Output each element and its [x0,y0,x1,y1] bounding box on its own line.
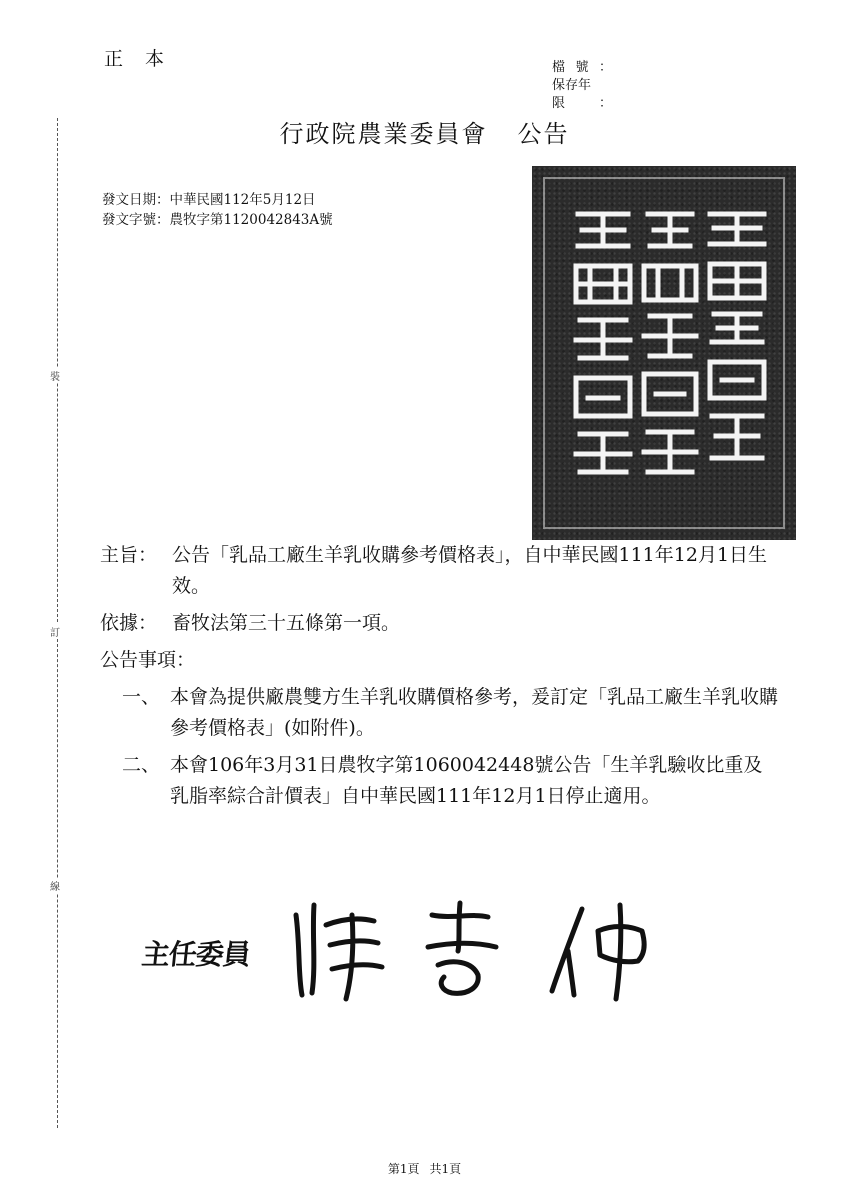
page-title [0,114,849,149]
item-number: 一、 [122,686,161,708]
notice-item [100,750,780,812]
handwritten-signature-icon [282,895,702,1005]
subject-label: 主旨： [100,544,158,566]
signer-title: 主任委員 [140,938,252,971]
page-footer [0,1160,849,1177]
subject-paragraph [100,540,780,602]
items-label: 公告事項： [100,649,196,671]
item-text: 本會106年3月31日農牧字第1060042448號公告「生羊乳驗收比重及乳脂率綜合計價表」自中華民國111年12月1日停止適用。 [170,754,763,807]
page-total: 共1頁 [429,1162,462,1176]
issue-number: 發文字號：農牧字第1120042843A號 [102,212,333,228]
page-number: 第1頁 [387,1162,420,1176]
issue-info [102,190,333,230]
copy-mark: 正本 [104,48,187,70]
subject-text: 公告「乳品工廠生羊乳收購參考價格表」，自中華民國111年12月1日生效。 [172,544,768,597]
file-number-label: 檔號： [552,60,612,75]
binding-mark-zhuang: 裝 [50,368,60,383]
seal-glyphs-icon [532,166,796,540]
item-number: 二、 [122,754,161,776]
binding-mark-ding: 訂 [50,624,60,639]
binding-mark-xian: 線 [50,878,60,893]
basis-paragraph [100,608,780,639]
notice-item [100,682,780,744]
basis-label: 依據： [100,612,158,634]
official-seal [532,166,796,540]
agency-name: 行政院農業委員會 [279,120,488,148]
binding-line [57,118,58,1128]
item-text: 本會為提供廠農雙方生羊乳收購價格參考，爰訂定「乳品工廠生羊乳收購參考價格表」(如附件)。 [170,686,779,739]
file-meta [552,59,612,113]
issue-date: 發文日期：中華民國112年5月12日 [102,192,316,208]
doc-type: 公告 [517,120,570,148]
retention-label: 保存年限： [552,78,612,111]
notice-body [100,540,780,812]
basis-text: 畜牧法第三十五條第一項。 [172,612,401,634]
